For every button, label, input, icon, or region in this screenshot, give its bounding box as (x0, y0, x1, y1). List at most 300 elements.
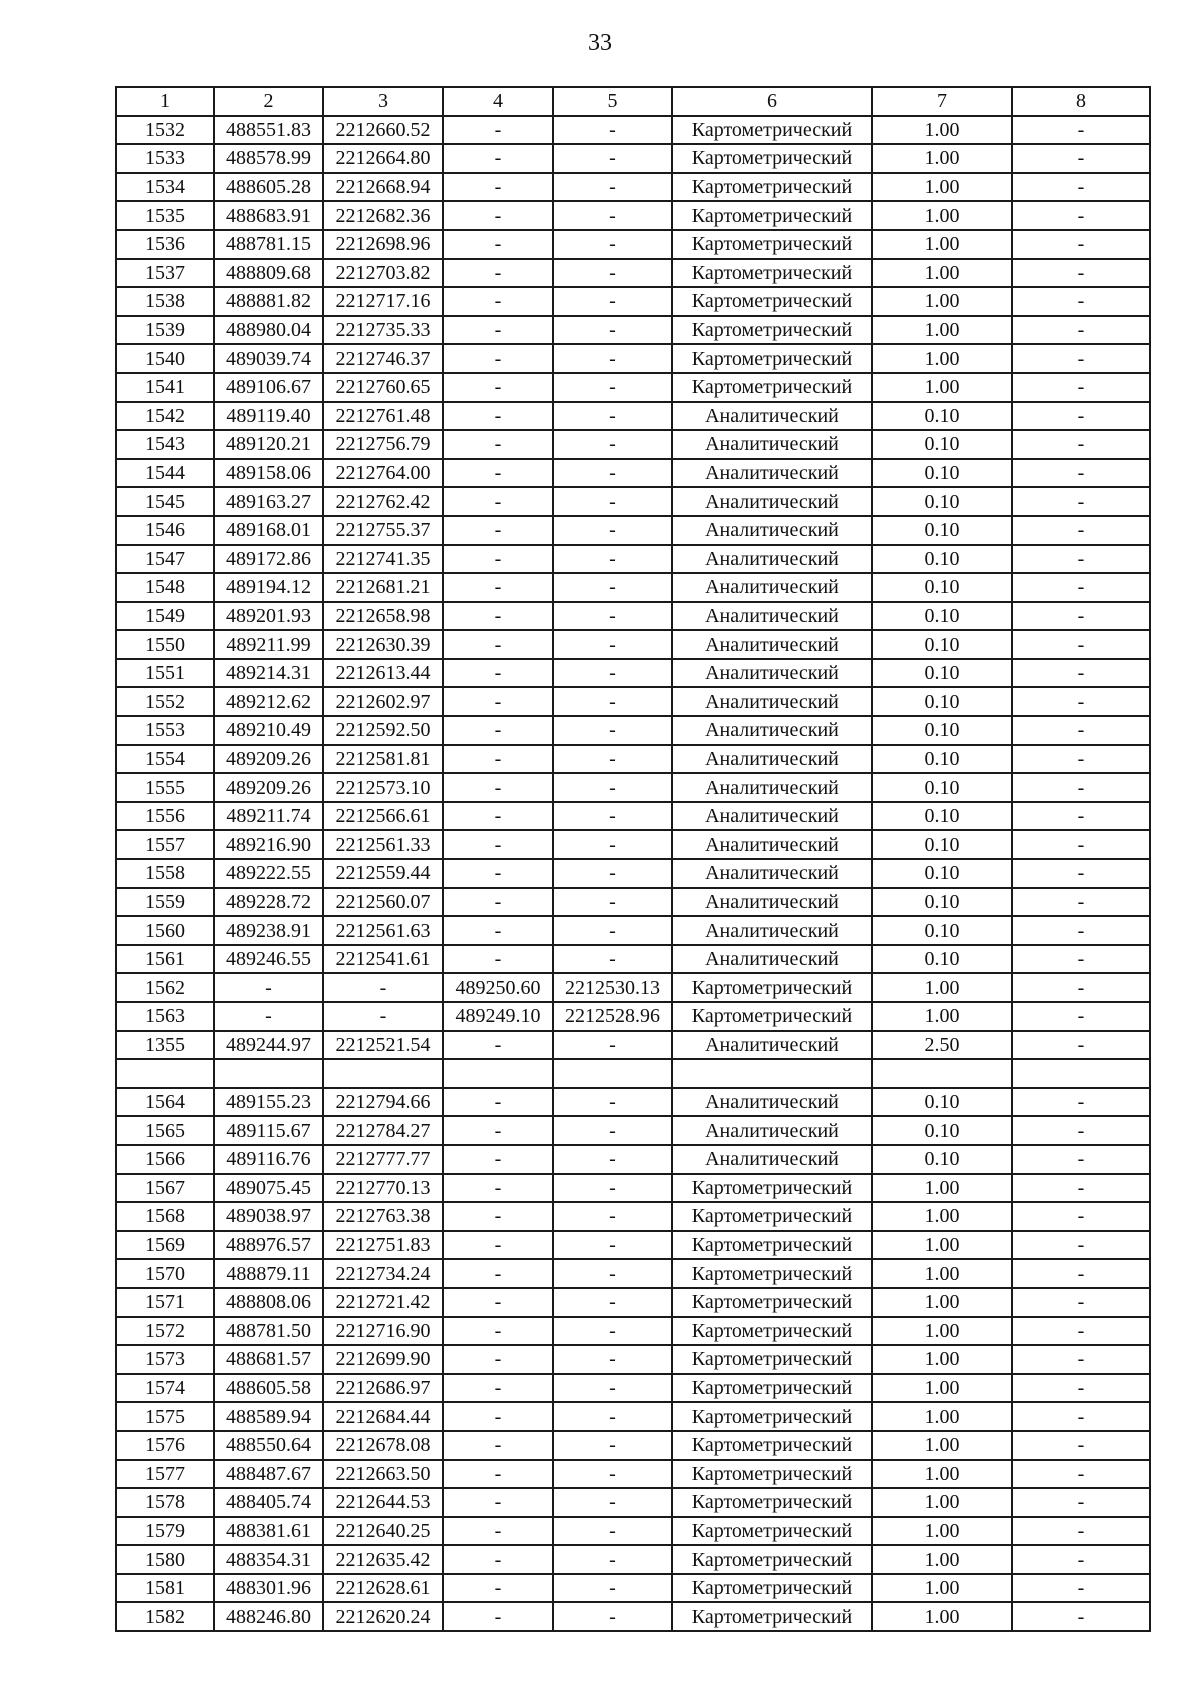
cell-coord-x-alt: - (443, 1374, 553, 1403)
cell-method: Картометрический (672, 1259, 872, 1288)
cell-coord-y: 2212561.33 (323, 830, 443, 859)
cell-description: - (1012, 173, 1150, 202)
cell-accuracy: 1.00 (872, 1602, 1012, 1631)
cell-coord-y: 2212755.37 (323, 516, 443, 545)
cell-point-number: 1553 (116, 716, 214, 745)
cell-point-number: 1577 (116, 1460, 214, 1489)
cell-coord-x: 489201.93 (214, 602, 323, 631)
cell-coord-y: 2212658.98 (323, 602, 443, 631)
cell-coord-x: - (214, 1002, 323, 1031)
cell-accuracy: 2.50 (872, 1031, 1012, 1060)
cell-coord-x: 489116.76 (214, 1145, 323, 1174)
cell-coord-y-alt: - (553, 602, 672, 631)
cell-coord-y-alt: - (553, 1088, 672, 1117)
cell-accuracy: 1.00 (872, 1288, 1012, 1317)
cell-accuracy: 1.00 (872, 1317, 1012, 1346)
cell-accuracy: 1.00 (872, 1374, 1012, 1403)
cell-coord-x: 489246.55 (214, 945, 323, 974)
cell-coord-y-alt: 2212528.96 (553, 1002, 672, 1031)
cell-accuracy: 0.10 (872, 516, 1012, 545)
cell-coord-x: 488605.58 (214, 1374, 323, 1403)
cell-method: Картометрический (672, 1231, 872, 1260)
page-number: 33 (588, 30, 612, 56)
cell-coord-y-alt: - (553, 1431, 672, 1460)
cell-accuracy: 1.00 (872, 1174, 1012, 1203)
cell-coord-y: 2212762.42 (323, 487, 443, 516)
cell-coord-y-alt: - (553, 373, 672, 402)
cell-accuracy: 1.00 (872, 1402, 1012, 1431)
cell-accuracy: 0.10 (872, 745, 1012, 774)
cell-description: - (1012, 1288, 1150, 1317)
cell-point-number: 1556 (116, 802, 214, 831)
cell-coord-y-alt: - (553, 1402, 672, 1431)
cell-accuracy: 1.00 (872, 259, 1012, 288)
cell-accuracy: 0.10 (872, 602, 1012, 631)
cell-description: - (1012, 1116, 1150, 1145)
cell-coord-x: 488781.50 (214, 1317, 323, 1346)
cell-accuracy: 1.00 (872, 1574, 1012, 1603)
cell-coord-y: 2212682.36 (323, 201, 443, 230)
cell-method: Аналитический (672, 1088, 872, 1117)
cell-method: Аналитический (672, 573, 872, 602)
cell-coord-y-alt: - (553, 545, 672, 574)
cell-method: Картометрический (672, 973, 872, 1002)
table-row (116, 373, 1150, 402)
cell-coord-y: 2212763.38 (323, 1202, 443, 1231)
table-row (116, 1288, 1150, 1317)
cell-method: Аналитический (672, 516, 872, 545)
cell-coord-x: 489168.01 (214, 516, 323, 545)
table-row (116, 802, 1150, 831)
table-row (116, 1002, 1150, 1031)
cell-coord-x: 489075.45 (214, 1174, 323, 1203)
cell-accuracy: 1.00 (872, 1231, 1012, 1260)
cell-coord-y: 2212560.07 (323, 888, 443, 917)
cell-coord-y: 2212735.33 (323, 316, 443, 345)
cell-coord-x: 488301.96 (214, 1574, 323, 1603)
cell-point-number: 1540 (116, 344, 214, 373)
cell-coord-y: 2212628.61 (323, 1574, 443, 1603)
cell-point-number: 1571 (116, 1288, 214, 1317)
table-row (116, 945, 1150, 974)
table-row (116, 1059, 1150, 1088)
cell-coord-y: 2212684.44 (323, 1402, 443, 1431)
cell-description: - (1012, 430, 1150, 459)
cell-coord-y: 2212761.48 (323, 402, 443, 431)
cell-coord-y-alt: - (553, 516, 672, 545)
cell-coord-x-alt: - (443, 373, 553, 402)
cell-coord-x-alt: - (443, 1460, 553, 1489)
cell-description: - (1012, 1517, 1150, 1546)
cell-method: Картометрический (672, 201, 872, 230)
cell-method: Картометрический (672, 1517, 872, 1546)
cell-coord-y: 2212602.97 (323, 687, 443, 716)
cell-coord-x-alt: - (443, 1259, 553, 1288)
cell-coord-y-alt: - (553, 344, 672, 373)
cell-coord-x: 488808.06 (214, 1288, 323, 1317)
cell-method: Аналитический (672, 945, 872, 974)
cell-coord-x-alt: 489249.10 (443, 1002, 553, 1031)
cell-point-number: 1576 (116, 1431, 214, 1460)
cell-coord-x-alt: - (443, 287, 553, 316)
cell-description: - (1012, 1431, 1150, 1460)
cell-point-number: 1572 (116, 1317, 214, 1346)
cell-coord-x: 489158.06 (214, 459, 323, 488)
table-row (116, 602, 1150, 631)
cell-coord-y-alt: - (553, 716, 672, 745)
table-row (116, 1574, 1150, 1603)
cell-description: - (1012, 1317, 1150, 1346)
cell-description: - (1012, 916, 1150, 945)
cell-coord-y: 2212663.50 (323, 1460, 443, 1489)
cell-method: Картометрический (672, 1202, 872, 1231)
cell-accuracy: 1.00 (872, 230, 1012, 259)
cell-method: Картометрический (672, 1374, 872, 1403)
cell-coord-y-alt: - (553, 630, 672, 659)
cell-method: Аналитический (672, 1145, 872, 1174)
table-row (116, 1431, 1150, 1460)
cell-description: - (1012, 373, 1150, 402)
cell-coord-x: 488976.57 (214, 1231, 323, 1260)
cell-coord-x-alt (443, 1059, 553, 1088)
cell-description: - (1012, 316, 1150, 345)
cell-coord-x: 489244.97 (214, 1031, 323, 1060)
cell-point-number: 1567 (116, 1174, 214, 1203)
table-row (116, 316, 1150, 345)
cell-point-number: 1546 (116, 516, 214, 545)
cell-coord-x: 489039.74 (214, 344, 323, 373)
table-row (116, 745, 1150, 774)
cell-method: Картометрический (672, 230, 872, 259)
table-row (116, 716, 1150, 745)
table-row (116, 402, 1150, 431)
cell-coord-x-alt: - (443, 201, 553, 230)
cell-coord-x-alt: - (443, 573, 553, 602)
cell-point-number: 1573 (116, 1345, 214, 1374)
cell-coord-y: 2212561.63 (323, 916, 443, 945)
cell-coord-x-alt: - (443, 745, 553, 774)
cell-accuracy: 0.10 (872, 888, 1012, 917)
cell-method: Картометрический (672, 1317, 872, 1346)
cell-point-number: 1538 (116, 287, 214, 316)
cell-coord-y-alt: - (553, 1116, 672, 1145)
table-row (116, 201, 1150, 230)
cell-coord-x-alt: 489250.60 (443, 973, 553, 1002)
cell-coord-x: 489216.90 (214, 830, 323, 859)
cell-coord-x-alt: - (443, 1517, 553, 1546)
table-row (116, 1317, 1150, 1346)
cell-coord-y-alt: - (553, 201, 672, 230)
cell-description: - (1012, 1574, 1150, 1603)
table-row (116, 1202, 1150, 1231)
cell-point-number: 1579 (116, 1517, 214, 1546)
cell-coord-y: 2212620.24 (323, 1602, 443, 1631)
cell-coord-x: 488681.57 (214, 1345, 323, 1374)
cell-method: Аналитический (672, 859, 872, 888)
cell-description: - (1012, 945, 1150, 974)
cell-coord-y-alt: - (553, 487, 672, 516)
cell-point-number: 1535 (116, 201, 214, 230)
cell-coord-x: 488980.04 (214, 316, 323, 345)
cell-method (672, 1059, 872, 1088)
cell-coord-x-alt: - (443, 945, 553, 974)
cell-coord-y: 2212664.80 (323, 144, 443, 173)
table-row (116, 973, 1150, 1002)
table-row (116, 888, 1150, 917)
cell-coord-x-alt: - (443, 459, 553, 488)
cell-coord-y-alt: - (553, 287, 672, 316)
cell-coord-x: 489209.26 (214, 745, 323, 774)
cell-point-number: 1559 (116, 888, 214, 917)
cell-method: Картометрический (672, 1002, 872, 1031)
cell-coord-y: 2212678.08 (323, 1431, 443, 1460)
cell-description: - (1012, 344, 1150, 373)
cell-description: - (1012, 1202, 1150, 1231)
cell-method: Аналитический (672, 630, 872, 659)
cell-coord-y-alt: - (553, 230, 672, 259)
table-row (116, 859, 1150, 888)
cell-method: Аналитический (672, 773, 872, 802)
cell-method: Аналитический (672, 402, 872, 431)
cell-coord-y-alt: - (553, 1288, 672, 1317)
cell-coord-x: 489119.40 (214, 402, 323, 431)
cell-accuracy: 1.00 (872, 1202, 1012, 1231)
cell-description: - (1012, 1231, 1150, 1260)
column-header: 2 (214, 87, 323, 116)
cell-coord-y-alt: - (553, 916, 672, 945)
table-row (116, 1231, 1150, 1260)
cell-coord-x-alt: - (443, 1545, 553, 1574)
cell-coord-y-alt: - (553, 830, 672, 859)
cell-method: Аналитический (672, 687, 872, 716)
table-row (116, 230, 1150, 259)
cell-coord-y-alt: - (553, 1374, 672, 1403)
cell-coord-x-alt: - (443, 230, 553, 259)
cell-method: Аналитический (672, 716, 872, 745)
table-row (116, 1145, 1150, 1174)
cell-point-number: 1534 (116, 173, 214, 202)
table-row (116, 687, 1150, 716)
cell-coord-x: 489214.31 (214, 659, 323, 688)
cell-coord-y: 2212717.16 (323, 287, 443, 316)
cell-coord-y: 2212770.13 (323, 1174, 443, 1203)
cell-point-number: 1542 (116, 402, 214, 431)
cell-description: - (1012, 830, 1150, 859)
cell-accuracy: 1.00 (872, 173, 1012, 202)
cell-coord-x: 489228.72 (214, 888, 323, 917)
cell-coord-x-alt: - (443, 1174, 553, 1203)
cell-coord-y-alt: - (553, 1545, 672, 1574)
cell-point-number: 1581 (116, 1574, 214, 1603)
cell-coord-x-alt: - (443, 1288, 553, 1317)
cell-point-number: 1550 (116, 630, 214, 659)
column-header: 4 (443, 87, 553, 116)
cell-accuracy: 0.10 (872, 487, 1012, 516)
column-header: 3 (323, 87, 443, 116)
cell-point-number: 1554 (116, 745, 214, 774)
cell-point-number: 1560 (116, 916, 214, 945)
table-row (116, 1460, 1150, 1489)
cell-coord-y: 2212721.42 (323, 1288, 443, 1317)
cell-accuracy: 0.10 (872, 1088, 1012, 1117)
cell-accuracy: 0.10 (872, 459, 1012, 488)
cell-coord-x: 489211.99 (214, 630, 323, 659)
cell-accuracy: 0.10 (872, 630, 1012, 659)
cell-coord-y: 2212756.79 (323, 430, 443, 459)
cell-method: Картометрический (672, 1545, 872, 1574)
cell-method: Аналитический (672, 487, 872, 516)
cell-coord-y-alt: - (553, 1202, 672, 1231)
cell-description: - (1012, 487, 1150, 516)
cell-description: - (1012, 545, 1150, 574)
cell-coord-y-alt: - (553, 144, 672, 173)
cell-coord-x: 488589.94 (214, 1402, 323, 1431)
cell-coord-x: 489172.86 (214, 545, 323, 574)
cell-point-number: 1551 (116, 659, 214, 688)
cell-coord-x-alt: - (443, 1345, 553, 1374)
cell-coord-x: 488578.99 (214, 144, 323, 173)
cell-method: Аналитический (672, 459, 872, 488)
cell-method: Картометрический (672, 1431, 872, 1460)
cell-accuracy: 0.10 (872, 859, 1012, 888)
cell-point-number: 1543 (116, 430, 214, 459)
table-row (116, 916, 1150, 945)
cell-coord-x-alt: - (443, 144, 553, 173)
cell-coord-x: 489163.27 (214, 487, 323, 516)
cell-method: Картометрический (672, 373, 872, 402)
cell-accuracy: 0.10 (872, 830, 1012, 859)
cell-description: - (1012, 516, 1150, 545)
cell-coord-x-alt: - (443, 916, 553, 945)
cell-point-number: 1569 (116, 1231, 214, 1260)
cell-description: - (1012, 1031, 1150, 1060)
cell-description: - (1012, 201, 1150, 230)
cell-coord-x-alt: - (443, 1431, 553, 1460)
cell-coord-x: 489155.23 (214, 1088, 323, 1117)
cell-coord-x-alt: - (443, 1116, 553, 1145)
cell-point-number: 1582 (116, 1602, 214, 1631)
cell-coord-y-alt: - (553, 430, 672, 459)
cell-method: Аналитический (672, 545, 872, 574)
cell-coord-x: 489210.49 (214, 716, 323, 745)
cell-point-number: 1545 (116, 487, 214, 516)
cell-coord-x-alt: - (443, 687, 553, 716)
cell-accuracy: 1.00 (872, 373, 1012, 402)
cell-method: Аналитический (672, 430, 872, 459)
cell-method: Аналитический (672, 888, 872, 917)
cell-method: Аналитический (672, 1031, 872, 1060)
cell-coord-x-alt: - (443, 802, 553, 831)
cell-accuracy: 0.10 (872, 716, 1012, 745)
cell-coord-x: 488405.74 (214, 1488, 323, 1517)
cell-point-number (116, 1059, 214, 1088)
cell-coord-x: 488881.82 (214, 287, 323, 316)
column-header: 5 (553, 87, 672, 116)
table-row (116, 1488, 1150, 1517)
cell-point-number: 1539 (116, 316, 214, 345)
cell-description: - (1012, 1088, 1150, 1117)
cell-point-number: 1568 (116, 1202, 214, 1231)
cell-description: - (1012, 1259, 1150, 1288)
table-row (116, 487, 1150, 516)
cell-accuracy: 1.00 (872, 1002, 1012, 1031)
cell-coord-x-alt: - (443, 516, 553, 545)
cell-accuracy: 1.00 (872, 116, 1012, 145)
cell-coord-y: 2212698.96 (323, 230, 443, 259)
cell-description: - (1012, 1545, 1150, 1574)
cell-coord-x: - (214, 973, 323, 1002)
cell-coord-x: 488551.83 (214, 116, 323, 145)
cell-coord-x-alt: - (443, 830, 553, 859)
cell-method: Картометрический (672, 259, 872, 288)
cell-accuracy: 0.10 (872, 573, 1012, 602)
cell-coord-x-alt: - (443, 630, 553, 659)
cell-accuracy: 0.10 (872, 402, 1012, 431)
cell-coord-y-alt: - (553, 316, 672, 345)
cell-accuracy: 1.00 (872, 144, 1012, 173)
table-row (116, 459, 1150, 488)
cell-point-number: 1533 (116, 144, 214, 173)
cell-method: Картометрический (672, 173, 872, 202)
cell-coord-x: 488781.15 (214, 230, 323, 259)
cell-point-number: 1552 (116, 687, 214, 716)
cell-coord-x-alt: - (443, 602, 553, 631)
cell-method: Картометрический (672, 144, 872, 173)
cell-coord-y-alt: 2212530.13 (553, 973, 672, 1002)
cell-accuracy: 0.10 (872, 430, 1012, 459)
cell-description: - (1012, 859, 1150, 888)
table-row (116, 1545, 1150, 1574)
table-row (116, 173, 1150, 202)
cell-coord-x-alt: - (443, 430, 553, 459)
cell-coord-x (214, 1059, 323, 1088)
table-row (116, 1345, 1150, 1374)
cell-point-number: 1355 (116, 1031, 214, 1060)
table-row (116, 573, 1150, 602)
table-row (116, 144, 1150, 173)
cell-coord-y: 2212703.82 (323, 259, 443, 288)
cell-coord-y: 2212699.90 (323, 1345, 443, 1374)
cell-accuracy: 0.10 (872, 1145, 1012, 1174)
cell-coord-x: 489222.55 (214, 859, 323, 888)
cell-coord-x-alt: - (443, 1602, 553, 1631)
cell-description: - (1012, 716, 1150, 745)
cell-coord-x: 489211.74 (214, 802, 323, 831)
cell-point-number: 1578 (116, 1488, 214, 1517)
cell-description: - (1012, 402, 1150, 431)
table-row (116, 116, 1150, 145)
cell-coord-x-alt: - (443, 1488, 553, 1517)
cell-coord-y-alt: - (553, 573, 672, 602)
cell-coord-x: 488381.61 (214, 1517, 323, 1546)
cell-description: - (1012, 1402, 1150, 1431)
cell-coord-y-alt: - (553, 945, 672, 974)
cell-coord-y-alt: - (553, 259, 672, 288)
cell-coord-y: 2212581.81 (323, 745, 443, 774)
table-row (116, 1031, 1150, 1060)
cell-coord-y: 2212777.77 (323, 1145, 443, 1174)
cell-coord-x-alt: - (443, 316, 553, 345)
column-header: 6 (672, 87, 872, 116)
cell-point-number: 1575 (116, 1402, 214, 1431)
cell-coord-y-alt: - (553, 1345, 672, 1374)
cell-coord-x-alt: - (443, 344, 553, 373)
cell-coord-y-alt: - (553, 173, 672, 202)
cell-coord-x: 489238.91 (214, 916, 323, 945)
cell-coord-x-alt: - (443, 487, 553, 516)
cell-coord-y-alt: - (553, 1602, 672, 1631)
table-row (116, 773, 1150, 802)
